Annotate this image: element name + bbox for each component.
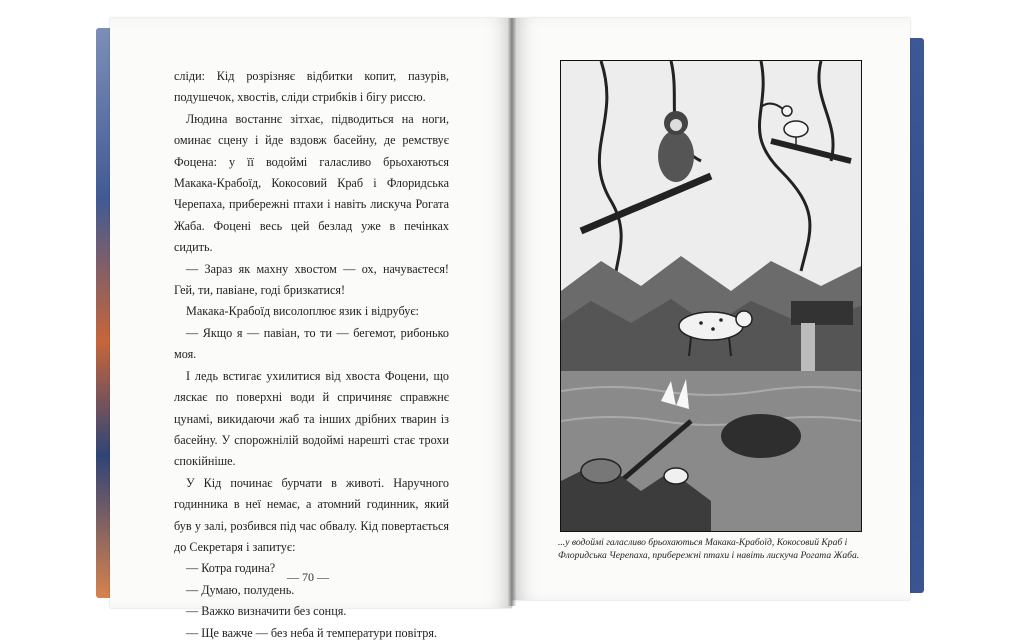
illustration-drawing xyxy=(561,61,861,531)
paragraph: І ледь встигає ухилитися від хвоста Фоцени, що ляскає по поверхні води й спричиняє справжнє цунамі, викидаючи жаб та інших дрібних тварин із басейну. У спорожнілій водоймі нарешті стає трохи спокійніше. xyxy=(174,368,449,469)
illustration xyxy=(560,60,862,532)
illustration-caption: ...у водоймі галасливо брьохаються Макака-Крабоїд, Кокосовий Краб і Флоридська Черепаха, прибережні птахи і навіть лискуча Рогата Жаба. xyxy=(558,537,860,561)
book-gutter xyxy=(508,18,516,606)
paragraph: — Важко визначити без сонця. xyxy=(186,604,347,619)
paragraph: Макака-Крабоїд висолоплює язик і відрубує: xyxy=(186,304,419,319)
paragraph: — Якщо я — павіан, то ти — бегемот, рибонько моя. xyxy=(174,325,449,362)
page-number: — 70 — xyxy=(287,570,329,584)
paragraph: сліди: Кід розрізняє відбитки копит, пазурів, подушечок, хвостів, сліди стрибків і бігу риссю. xyxy=(174,69,449,105)
paragraph: У Кід починає бурчати в животі. Наручного годинника в неї немає, а атомний годинник, який був у залі, розбився під час обвалу. Кід повертається до Секретаря і запитує: xyxy=(174,475,449,554)
paragraph: Людина востаннє зітхає, підводиться на ноги, оминає сцену і йде вздовж басейну, де ремствує Фоцена: у її водоймі галасливо брьохаються Макака-Крабоїд, Кокосовий Краб і Флоридська Черепаха, прибережні птахи і навіть лискуча Рогата Жаба. Фоцені весь цей безлад уже в печінках сидить. xyxy=(174,111,449,255)
paragraph: — Зараз як махну хвостом — ох, начуваєтеся! Гей, ти, павіане, годі бризкатися! xyxy=(174,261,449,298)
left-page-text xyxy=(174,66,449,644)
paragraph: — Ще важче — без неба й температури повітря. xyxy=(186,625,438,640)
paragraph: — Думаю, полудень. xyxy=(186,582,295,597)
paragraph: — Котра година? xyxy=(186,561,276,576)
